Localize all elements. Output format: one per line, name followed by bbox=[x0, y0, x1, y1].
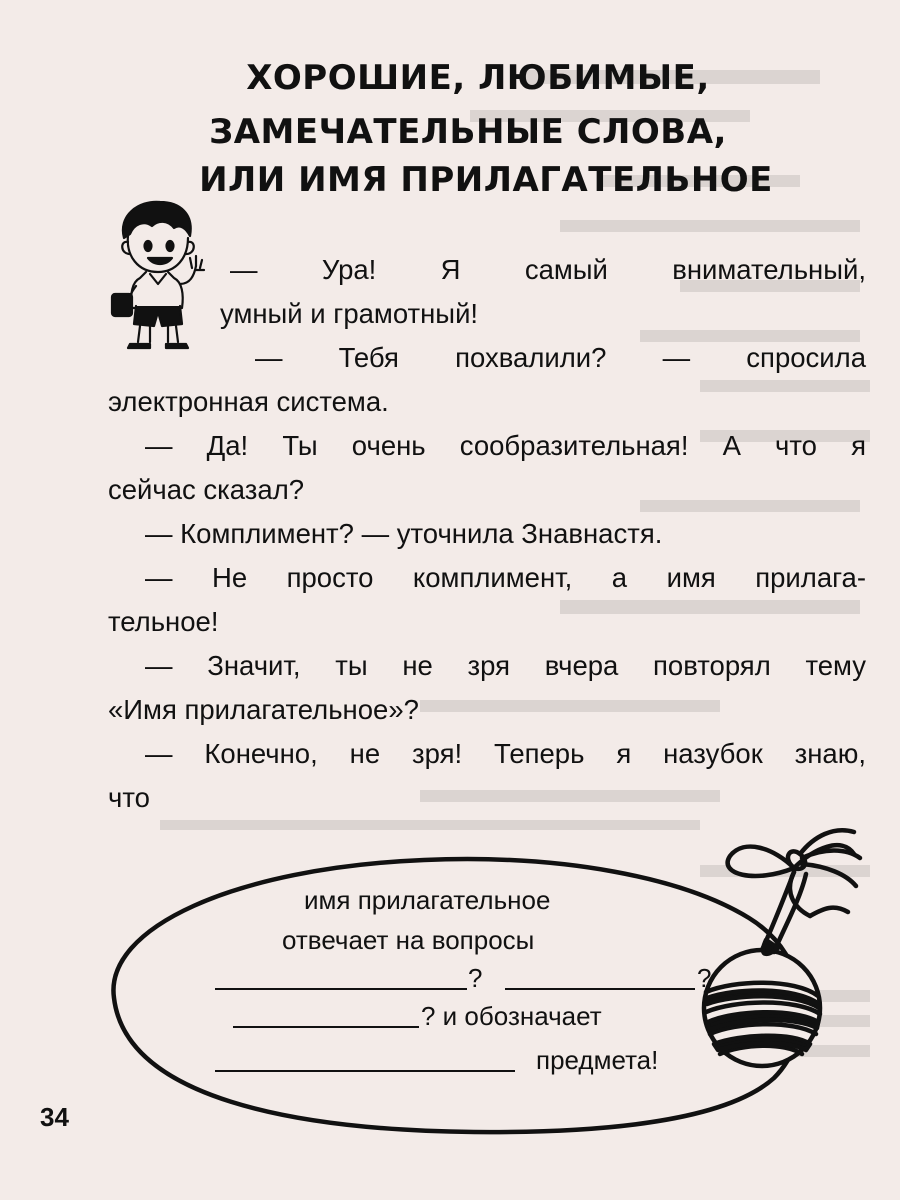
boy-illustration-icon bbox=[110, 198, 210, 350]
dialogue-line-4: электронная система. bbox=[108, 386, 389, 417]
dialogue-line-7: — Комплимент? — уточнила Знавнастя. bbox=[145, 518, 663, 549]
title-line-3: ИЛИ ИМЯ ПРИЛАГАТЕЛЬНОЕ bbox=[199, 160, 773, 200]
balloon-line-5: предмета! bbox=[536, 1045, 659, 1075]
page-number: 34 bbox=[40, 1102, 69, 1132]
dialogue-line-1: — Ура! Я самый внимательный, bbox=[230, 254, 866, 285]
answer-blank-3[interactable] bbox=[233, 1026, 419, 1028]
dialogue-line-6: сейчас сказал? bbox=[108, 474, 305, 505]
dialogue-line-11: «Имя прилагательное»? bbox=[108, 694, 419, 725]
balloon-line-4: ? и обозначает bbox=[421, 1001, 602, 1031]
question-mark-1: ? bbox=[468, 963, 483, 993]
answer-blank-1[interactable] bbox=[215, 988, 467, 990]
dialogue-line-10: — Значит, ты не зря вчера повторял тему bbox=[145, 650, 866, 681]
dialogue-line-2: умный и грамотный! bbox=[220, 298, 479, 329]
dialogue-line-13: что bbox=[108, 782, 150, 813]
dialogue-line-12: — Конечно, не зря! Теперь я назубок знаю, bbox=[145, 738, 866, 769]
title-line-2: ЗАМЕЧАТЕЛЬНЫЕ СЛОВА, bbox=[209, 112, 727, 152]
dialogue-line-3: — Тебя похвалили? — спросила bbox=[255, 342, 866, 373]
dialogue-line-5: — Да! Ты очень сообразительная! А что я bbox=[145, 430, 866, 461]
balloon-line-1: имя прилагательное bbox=[304, 885, 551, 915]
dialogue-line-9: тельное! bbox=[108, 606, 219, 637]
dialogue-line-8: — Не просто комплимент, а имя прилага- bbox=[145, 562, 866, 593]
answer-blank-2[interactable] bbox=[505, 988, 695, 990]
answer-blank-4[interactable] bbox=[215, 1070, 515, 1072]
title-line-1: ХОРОШИЕ, ЛЮБИМЫЕ, bbox=[246, 58, 710, 98]
question-mark-2: ? bbox=[697, 963, 712, 993]
balloon-line-2: отвечает на вопросы bbox=[282, 925, 535, 955]
